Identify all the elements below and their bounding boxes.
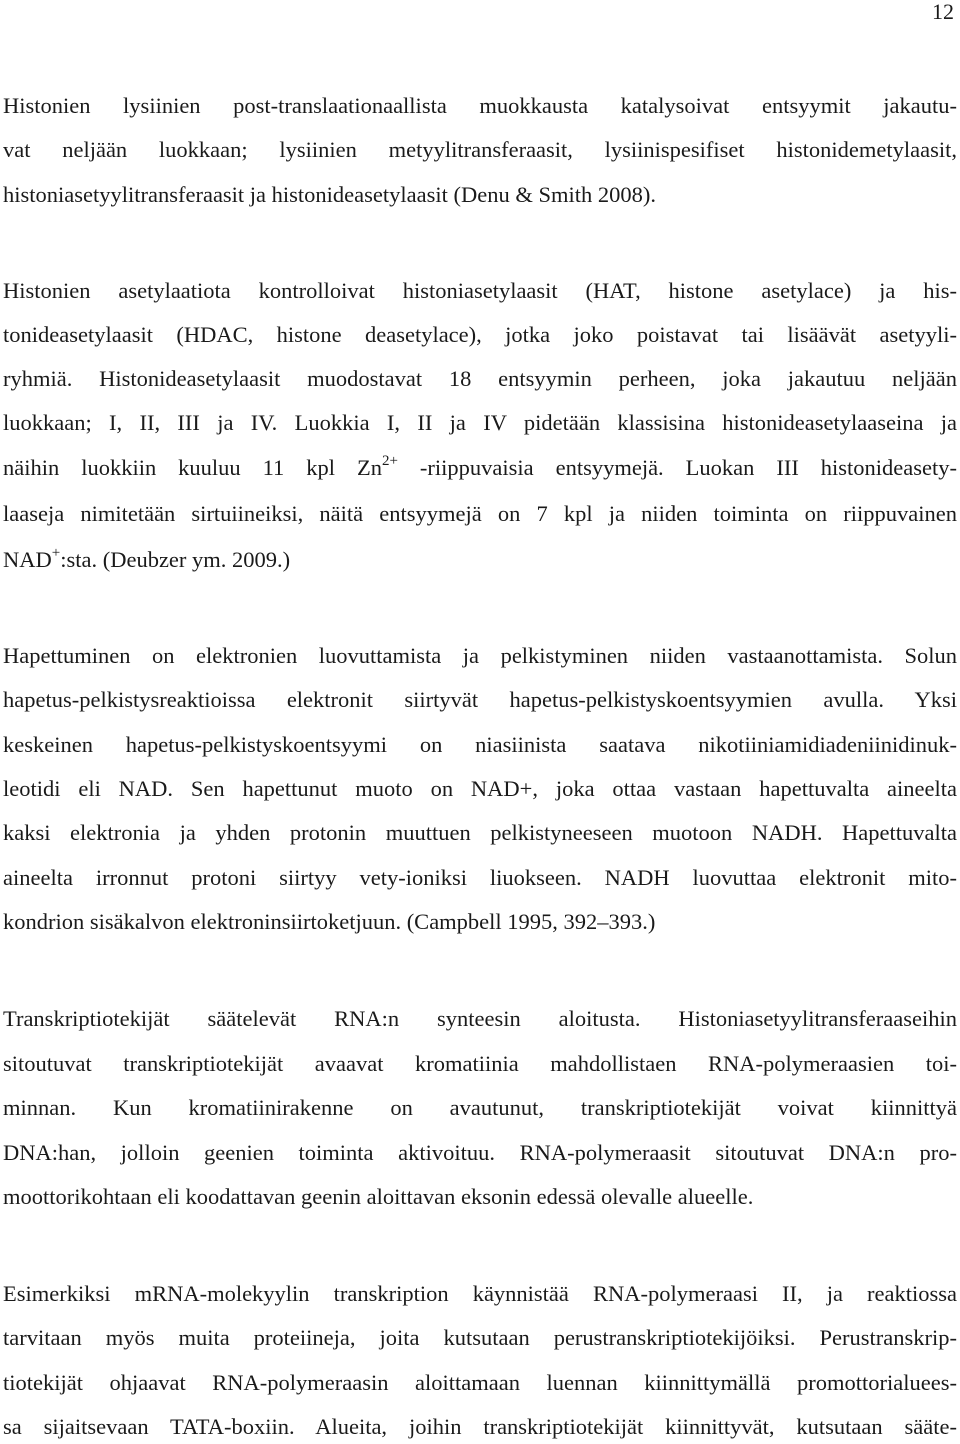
- text-line: hapetus-pelkistysreaktioissa elektronit siirtyvät hapetus-pelkistyskoentsyymien avulla. Yksi: [3, 687, 957, 712]
- text-line: Esimerkiksi mRNA-molekyylin transkription käynnistää RNA-polymeraasi II, ja reaktiossa: [3, 1281, 957, 1306]
- text-line: sa sijaitsevaan TATA-boxiin. Alueita, joihin transkriptiotekijät kiinnittyvät, kutsutaan sääte-: [3, 1414, 957, 1439]
- text-line: vat neljään luokkaan; lysiinien metyylitransferaasit, lysiinispesifiset histonidemetylaasit,: [3, 137, 957, 162]
- text-line: keskeinen hapetus-pelkistyskoentsyymi on niasiinista saatava nikotiiniamidiadeniinidinuk-: [3, 732, 957, 757]
- text-segment: näihin luokkiin kuuluu 11 kpl Zn: [3, 455, 382, 480]
- text-line-with-superscript: [3, 545, 957, 575]
- text-line: Transkriptiotekijät säätelevät RNA:n synteesin aloitusta. Histoniasetyylitransferaaseihin: [3, 1006, 957, 1031]
- text-line: ryhmiä. Histonideasetylaasit muodostavat 18 entsyymin perheen, joka jakautuu neljään: [3, 366, 957, 391]
- text-line: kondrion sisäkalvon elektroninsiirtoketjuun. (Campbell 1995, 392–393.): [3, 909, 656, 934]
- text-line: sitoutuvat transkriptiotekijät avaavat kromatiinia mahdollistaen RNA-polymeraasien toi-: [3, 1051, 957, 1076]
- text-line: Histonien asetylaatiota kontrolloivat histoniasetylaasit (HAT, histone asetylace) ja his-: [3, 278, 957, 303]
- text-line: luokkaan; I, II, III ja IV. Luokkia I, II ja IV pidetään klassisina histonideasetylaaseina ja: [3, 410, 957, 435]
- text-line: Hapettuminen on elektronien luovuttamista ja pelkistyminen niiden vastaanottamista. Solun: [3, 643, 957, 668]
- text-line: tonideasetylaasit (HDAC, histone deasetylace), jotka joko poistavat tai lisäävät asetyyli-: [3, 322, 957, 347]
- text-line: tiotekijät ohjaavat RNA-polymeraasin aloittamaan luennan kiinnittymällä promottorialuees-: [3, 1370, 957, 1395]
- text-segment: :sta. (Deubzer ym. 2009.): [60, 547, 291, 572]
- text-line: DNA:han, jolloin geenien toiminta aktivoituu. RNA-polymeraasit sitoutuvat DNA:n pro-: [3, 1140, 957, 1165]
- text-line: laaseja nimitetään sirtuiineiksi, näitä entsyymejä on 7 kpl ja niiden toiminta on riippuvainen: [3, 501, 957, 526]
- text-line: Histonien lysiinien post-translaationaallista muokkausta katalysoivat entsyymit jakautu-: [3, 93, 957, 118]
- superscript: 2+: [381, 453, 398, 469]
- text-line: tarvitaan myös muita proteiineja, joita kutsutaan perustranskriptiotekijöiksi. Perustranskrip-: [3, 1325, 957, 1350]
- superscript: +: [51, 545, 61, 561]
- page-number: 12: [932, 0, 954, 24]
- text-line: histoniasetyylitransferaasit ja histonideasetylaasit (Denu & Smith 2008).: [3, 182, 656, 207]
- text-segment: NAD: [3, 547, 52, 572]
- text-line: minnan. Kun kromatiinirakenne on avautunut, transkriptiotekijät voivat kiinnittyä: [3, 1095, 957, 1120]
- text-line: aineelta irronnut protoni siirtyy vety-ioniksi liuokseen. NADH luovuttaa elektronit mito-: [3, 865, 957, 890]
- text-line: moottorikohtaan eli koodattavan geenin aloittavan eksonin edessä olevalle alueelle.: [3, 1184, 754, 1209]
- text-line-with-superscript: [3, 453, 957, 483]
- text-segment: -riippuvaisia entsyymejä. Luokan III histonideasety-: [397, 455, 957, 480]
- text-line: leotidi eli NAD. Sen hapettunut muoto on NAD+, joka ottaa vastaan hapettuvalta aineelta: [3, 776, 957, 801]
- text-line: kaksi elektronia ja yhden protonin muuttuen pelkistyneeseen muotoon NADH. Hapettuvalta: [3, 820, 957, 845]
